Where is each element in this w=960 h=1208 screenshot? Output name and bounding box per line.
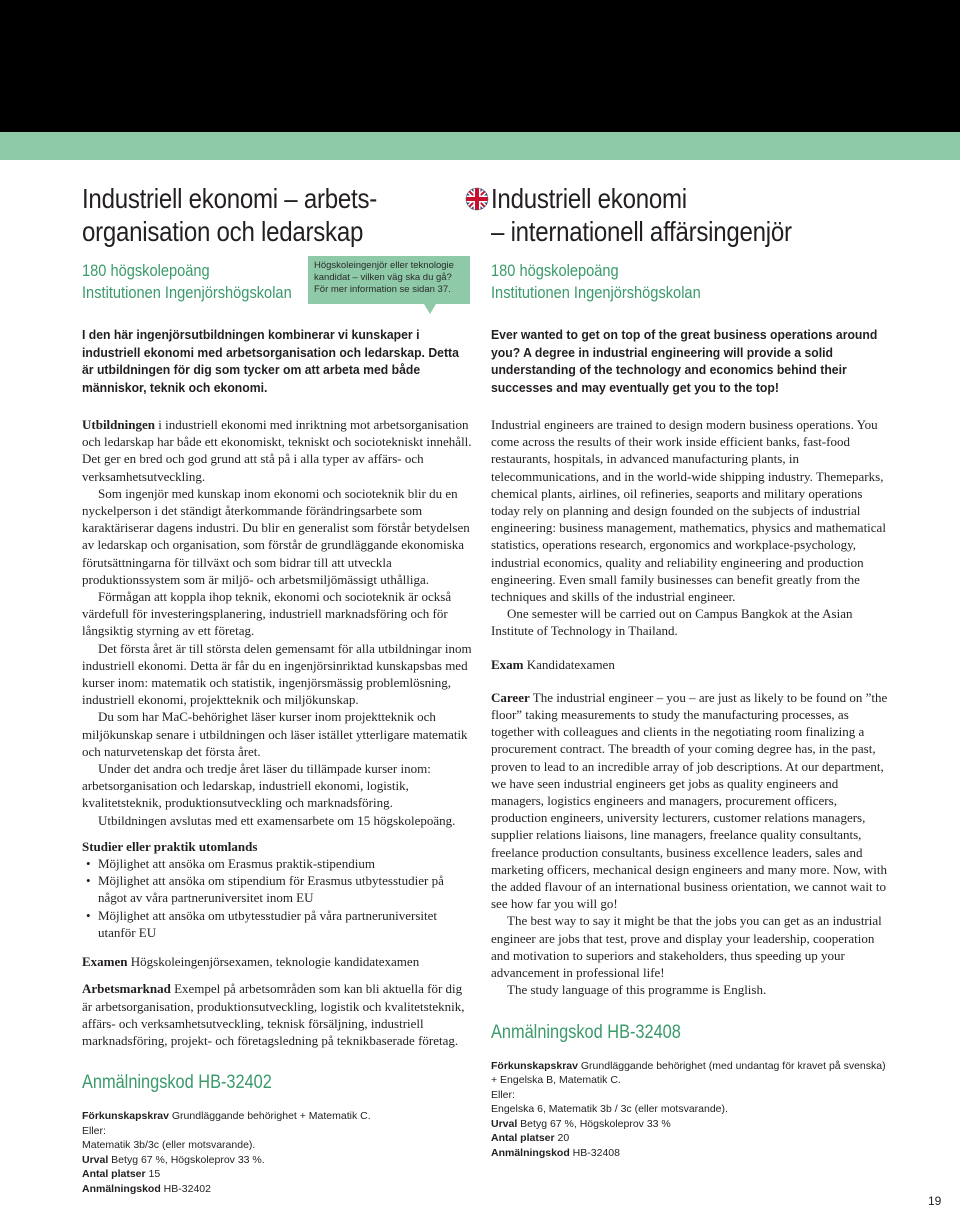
right-lead: Ever wanted to get on top of the great business operations around you? A degree in industrial engineering will provide a solid understanding of the technology and economics behind their successes and may eventually get you to the top! <box>491 327 878 395</box>
right-code-heading: Anmälningskod HB-32408 <box>491 1021 681 1043</box>
list-item: • Möjlighet att ansöka om utbytesstudier på våra partneruniversitet utanför EU <box>82 907 472 941</box>
right-sel-text: Betyg 67 %, Högskoleprov 33 % <box>517 1117 671 1130</box>
right-or: Eller: <box>491 1088 515 1101</box>
left-title-line1: Industriell ekonomi – arbets- <box>82 183 378 214</box>
left-column <box>82 182 472 1196</box>
right-sel-label: Urval <box>491 1117 518 1130</box>
left-p4: Det första året är till största delen gemensamt för alla utbildningar inom industriell ekonomi. Detta är får du en ingenjörsinriktad kunskapsbas med kurser inom: matematik och statistik, ingenjörsmässig problemlösning, industriell ekonomi, projektteknik och miljökunskap. <box>82 640 472 708</box>
left-p1 <box>82 416 472 485</box>
right-code-label: Anmälningskod <box>491 1146 570 1159</box>
page-number: 19 <box>928 1194 942 1208</box>
right-p3: The best way to say it might be that the jobs you can get as an industrial engineer are jobs that test, prove and display your leadership, cooperation and motivation to superiors and stakeholders, thus speeding up your advancement in professional life! <box>491 913 882 981</box>
right-exam-label: Exam <box>491 656 524 672</box>
left-seats-label: Antal platser <box>82 1168 146 1181</box>
list-item: • Möjlighet att ansöka om Erasmus praktik-stipendium <box>82 855 472 872</box>
left-sel-label: Urval <box>82 1153 109 1166</box>
left-exam-label: Examen <box>82 954 128 970</box>
left-exam-text: Högskoleingenjörsexamen, teknologie kandidatexamen <box>127 954 420 970</box>
left-market <box>82 980 472 1049</box>
left-p3: Förmågan att koppla ihop teknik, ekonomi och socioteknik är också värdefull för investeringsplanering, industriell marknadsföring och för långsiktig styrning av ett företag. <box>82 589 452 639</box>
right-career-text: The industrial engineer – you – are just as likely to be found on ”the floor” taking measurements to study the manufacturing processes, as together with colleagues and clients in the negotiating room finalizing a procurement contract. The breadth of your coming degree has, in the past, proven to lead to an incredible array of job descriptions. At our department, we have seen industrial engineers get jobs as quality engineers and managers, logistics engineers and managers, procurement officers, production engineers, university lecturers, customer relations managers, supplier relations liaisons, line managers, freelance quality consultants, freelance production consultants, business excellence leaders, sales and marketing officers, mechanical design engineers and many more. Now, with the added flavour of an international business orientation, we cannot wait to see how far you will go! <box>491 689 888 912</box>
right-p1: Industrial engineers are trained to design modern business operations. You come across the results of their work inside efficient banks, fast-food restaurants, hospitals, in advanced manufacturing plants, in telecommunications, and in the world-wide shipping industry. Themeparks, chemical plants, airlines, oil refineries, seaports and military operations today rely on planning and design founded on the subjects of industrial engineering: business management, mathematics, physics and mathematical statistics, operations research, ergonomics and workplace-psychology, industrial economics, quality and reliability engineering and production engineering. Even small family businesses can benefit greatly from the techniques and skills of the industrial engineer. <box>491 417 886 605</box>
left-title-line2: organisation och ledarskap <box>82 216 364 247</box>
left-p6: Under det andra och tredje året läser du tillämpade kurser inom: arbetsorganisation och ledarskap, industriell ekonomi, logistik, kvalitetsteknik, produktionsutveckling och marknadsföring. <box>82 761 431 811</box>
left-p7: Utbildningen avslutas med ett examensarbete om 15 högskolepoäng. <box>98 812 456 828</box>
left-requirements <box>82 1109 472 1196</box>
right-code-text: HB-32408 <box>569 1146 620 1159</box>
right-subtitle <box>491 260 835 304</box>
left-req-label: Förkunskapskrav <box>82 1110 169 1123</box>
right-requirements <box>491 1059 891 1161</box>
left-p2: Som ingenjör med kunskap inom ekonomi och socioteknik blir du en nyckelperson i det ständigt återkommande förändringsarbete som karaktäriserar dagens industri. Du blir en generalist som förstår betydelsen av ledarskap och organisation, som förstår de grundläggande ekonomiska förutsättningarna för tillväxt och som bidrar till att utveckla produktionssystem som är miljö- och arbetsmiljömässigt uthålliga. <box>82 485 470 587</box>
left-seats-text: 15 <box>145 1168 161 1181</box>
right-title <box>491 182 835 248</box>
right-title-line2: – internationell affärsingenjör <box>491 216 792 247</box>
study-abroad-list <box>82 855 472 941</box>
right-title-line1: Industriell ekonomi <box>491 183 687 214</box>
right-career-label: Career <box>491 689 530 705</box>
left-p5: Du som har MaC-behörighet läser kurser inom projektteknik och miljökunskap senare i utbildningen och läser istället ytterligare matematik och naturvetenskap det första året. <box>82 709 468 759</box>
left-market-label: Arbetsmarknad <box>82 981 171 997</box>
left-req-text: Grundläggande behörighet + Matematik C. <box>168 1110 371 1123</box>
left-p1-text: i industriell ekonomi med inriktning mot arbetsorganisation och ledarskap har både ett ekonomiskt, tekniskt och sociotekniskt innehåll. Det ger en bred och god grund att stå på i alla typer av affärs- och verksamhetsutveckling. <box>82 417 472 484</box>
left-code-text: HB-32402 <box>160 1182 211 1195</box>
right-alt: Engelska 6, Matematik 3b / 3c (eller motsvarande). <box>491 1103 728 1115</box>
left-market-text: Exempel på arbetsområden som kan bli aktuella för dig är arbetsorganisation, produktionsutveckling, logistik och kvalitetsteknik, affärs- och verksamhetsutveckling, teknisk försäljning, industriell marknadsföring, projekt- och företagsledning på teknikbaserade företag. <box>82 981 465 1048</box>
right-p4: The study language of this programme is English. <box>507 982 767 998</box>
right-credits: 180 högskolepoäng <box>491 261 619 280</box>
left-school: Institutionen Ingenjörshögskolan <box>82 283 292 302</box>
left-sel-text: Betyg 67 %, Högskoleprov 33 %. <box>108 1153 265 1166</box>
right-seats-label: Antal platser <box>491 1132 555 1144</box>
header-green-band <box>0 132 960 160</box>
left-credits: 180 högskolepoäng <box>82 261 210 280</box>
left-alt: Matematik 3b/3c (eller motsvarande). <box>82 1139 256 1152</box>
right-exam <box>491 656 891 673</box>
left-or: Eller: <box>82 1124 106 1137</box>
left-exam <box>82 953 472 970</box>
info-callout: Högskoleingenjör eller teknologie kandidat – vilken väg ska du gå? För mer information se sidan 37. <box>308 256 470 304</box>
study-abroad-heading: Studier eller praktik utomlands <box>82 838 258 854</box>
uk-flag-icon <box>465 187 489 211</box>
right-seats-text: 20 <box>554 1132 570 1144</box>
right-req-label: Förkunskapskrav <box>491 1059 578 1072</box>
right-p2: One semester will be carried out on Campus Bangkok at the Asian Institute of Technology in Thailand. <box>491 606 853 639</box>
list-item: • Möjlighet att ansöka om stipendium för Erasmus utbytesstudier på något av våra partneruniversitet inom EU <box>82 872 472 906</box>
left-p1-bold: Utbildningen <box>82 417 155 432</box>
right-career <box>491 689 891 913</box>
left-lead: I den här ingenjörsutbildningen kombinerar vi kunskaper i industriell ekonomi med arbetsorganisation och ledarskap. Detta är utbildningen för dig som tycker om att arbeta med både människor, teknik och ekonomi. <box>82 327 459 395</box>
left-code-heading: Anmälningskod HB-32402 <box>82 1072 272 1094</box>
left-title <box>82 182 417 248</box>
left-code-label: Anmälningskod <box>82 1182 161 1195</box>
right-req-text: Grundläggande behörighet (med undantag för kravet på svenska) + Engelska B, Matematik C. <box>491 1059 886 1086</box>
left-body <box>82 416 472 1049</box>
right-body <box>491 416 891 999</box>
right-column <box>491 182 891 1160</box>
right-school: Institutionen Ingenjörshögskolan <box>491 283 701 302</box>
right-exam-text: Kandidatexamen <box>523 656 615 672</box>
header-black-band <box>0 0 960 132</box>
